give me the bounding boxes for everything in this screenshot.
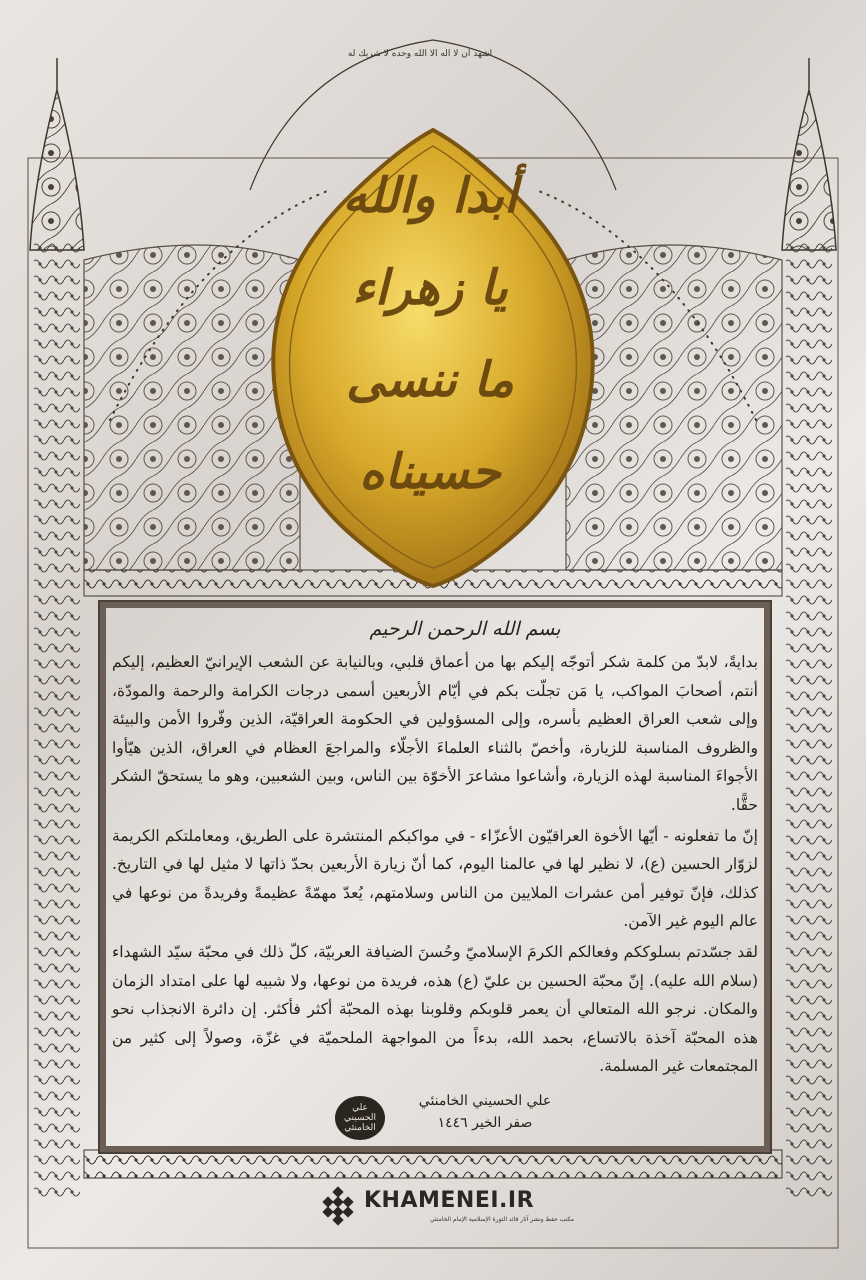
medallion-line: حسيناه — [359, 444, 501, 500]
medallion-calligraphy — [280, 150, 580, 570]
basmala: بسم الله الرحمن الرحيم — [369, 618, 561, 640]
letter-paragraph: بدايةً، لابدّ من كلمة شكر أتوجّه إليكم بها من أعماق قلبي، وبالنيابة عن الشعب الإيرانيّ العظيم، إليكم أنتم، أصحابَ المواكب، يا مَن تجلّت بكم في أيّام الأربعين أسمى درجات الكرامة والرحمة والمودّة، وإلى شعب العراق العظيم بأسره، وإلى المسؤولين في الحكومة العراقيّة، الذين وفّروا الأمن والبيئة والظروف المناسبة للزيارة، وأخصّ بالثناء العلماءَ الأجلّاء والمراجعَ العظام في العراق، الذين هيّأوا الأجواءَ المناسبة لهذه الزيارة، وأشاعوا مشاعرَ الأخوّة بين الناس، وبين الشعبين، وهو ما يستحقّ الشكر حقًّا. — [112, 653, 758, 814]
signature-date: صفر الخير ١٤٤٦ — [437, 1115, 533, 1131]
right-spire — [782, 90, 836, 250]
logo-subtitle: مكتب حفظ ونشر آثار قائد الثورة الإسلامية الإمام الخامنئي — [430, 1216, 574, 1223]
logo-emblem-icon — [318, 1186, 358, 1226]
medallion-line: يا زهراء — [352, 260, 508, 316]
signatory-name: علي الحسيني الخامنئي — [418, 1093, 552, 1109]
left-arabesque — [84, 245, 300, 570]
right-border-column — [786, 240, 832, 1200]
bottom-decorative-band — [84, 1150, 782, 1178]
letter-body — [112, 618, 758, 1143]
signature-block — [395, 1090, 575, 1134]
logo-text: KHAMENEI.IR — [364, 1188, 535, 1213]
letter-paragraph: إنّ ما تفعلونه - أيّها الأخوة العراقيّون الأعزّاء - في مواكبكم المنتشرة على الطريق، ومعاملتكم الكريمة لزوّار الحسين (ع)، لا نظير لها في عالمنا اليوم، كما أنّ زيارة الأربعين بحدّ ذاتها لا مثيل لها في التاريخ. كذلك، فإنّ توفير أمن عشرات الملايين من الناس وسلامتهم، يُعدّ مهمّةً عظيمةً وفريدةً من نوعها في عالم اليوم غير الآمن. — [112, 826, 758, 931]
signature-seal: علي الحسيني الخامنئي — [335, 1096, 385, 1140]
left-border-column — [34, 240, 80, 1200]
letter-paragraph: لقد جسّدتم بسلوككم وفعالكم الكرمَ الإسلاميّ وحُسنَ الضيافة العربيّة، كلّ ذلك في محبّة سيّد الشهداء (سلام الله عليه). إنّ محبّة الحسين بن عليّ (ع) هذه، فريدة من نوعها، ولا شبيه لها على امتداد الزمان والمكان. نرجو الله المتعالي أن يعمر قلوبكم وقلوبنا بهذه المحبّة أكثر فأكثر. إن دائرة الانجذاب نحو هذه المحبّة آخذة بالاتساع، بحمد الله، بدءاً من المواجهة الملحميّة في غزّة، وصولاً إلى كثير من المجتمعات غير المسلمة. — [112, 942, 758, 1076]
top-inscription: اشهد ان لا اله الا الله وحده لا شريك له — [347, 49, 493, 59]
right-arabesque — [566, 245, 782, 570]
khamenei-logo[interactable] — [318, 1186, 573, 1230]
left-spire — [30, 90, 84, 250]
medallion-line: ما ننسى — [346, 352, 514, 408]
medallion-line: أبدا والله — [342, 168, 518, 224]
